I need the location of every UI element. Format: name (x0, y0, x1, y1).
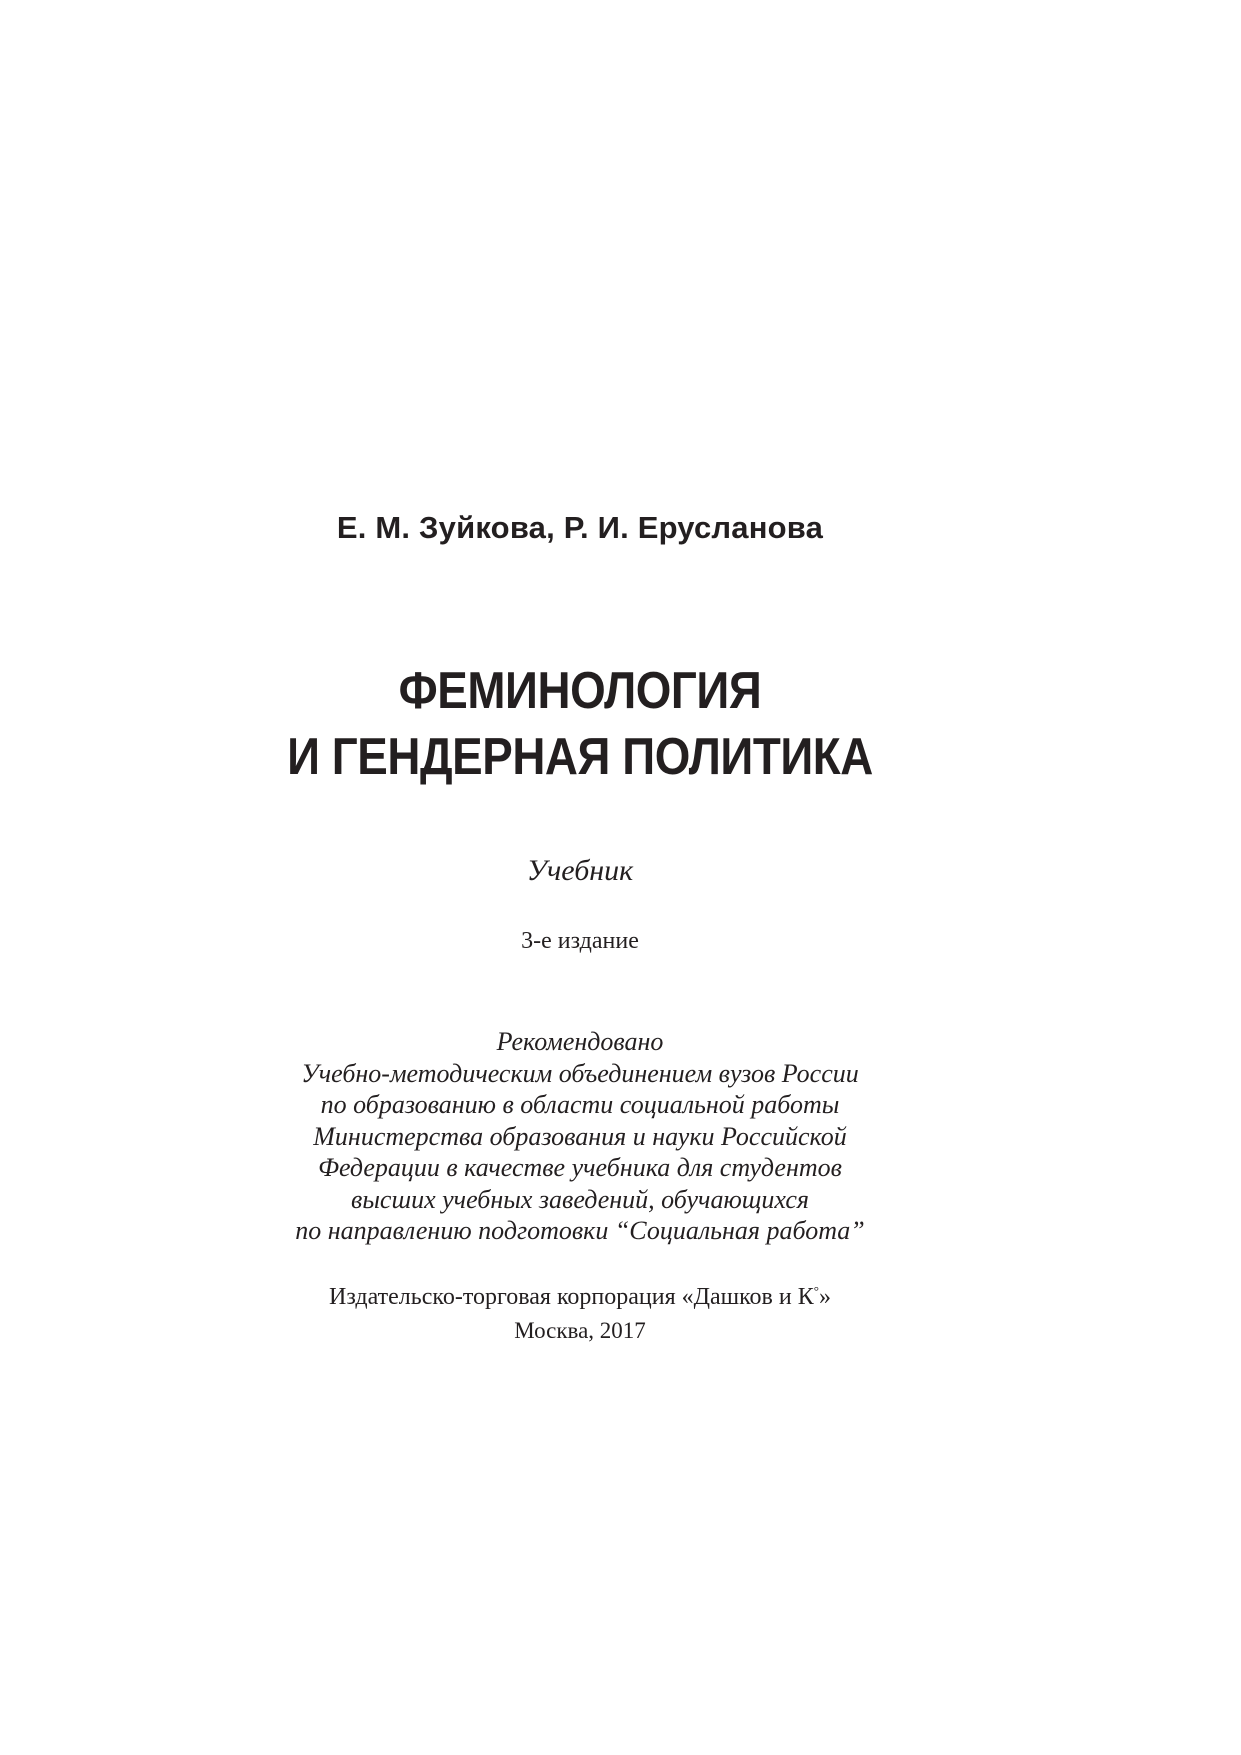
recommendation-line: Учебно-методическим объединением вузов России (301, 1058, 859, 1088)
genre-label: Учебник (526, 854, 634, 887)
recommendation-line: высших учебных заведений, обучающихся (351, 1184, 809, 1214)
publisher-name: Издательско-торговая корпорация «Дашков и К (329, 1284, 814, 1310)
book-title-line-1: ФЕМИНОЛОГИЯ (398, 662, 762, 720)
recommendation-line: по направлению подготовки “Социальная работа” (295, 1216, 865, 1245)
recommendation-text (0, 1026, 1160, 1247)
book-title-line-2: И ГЕНДЕРНАЯ ПОЛИТИКА (287, 728, 873, 786)
publisher (0, 1283, 1160, 1311)
recommendation-line: Министерства образования и науки Российской (313, 1121, 847, 1151)
recommendation-line: Рекомендовано (496, 1027, 664, 1056)
recommendation-line: по образованию в области социальной работы (320, 1090, 840, 1119)
book-title (0, 658, 1160, 790)
city-year: Москва, 2017 (514, 1318, 646, 1343)
authors: Е. М. Зуйкова, Р. И. Ерусланова (336, 510, 824, 545)
publisher-degree-mark: ° (813, 1283, 819, 1298)
recommendation-line: Федерации в качестве учебника для студентов (318, 1153, 842, 1182)
edition-label: 3-е издание (521, 928, 639, 954)
publisher-closing-quote: » (818, 1284, 831, 1310)
